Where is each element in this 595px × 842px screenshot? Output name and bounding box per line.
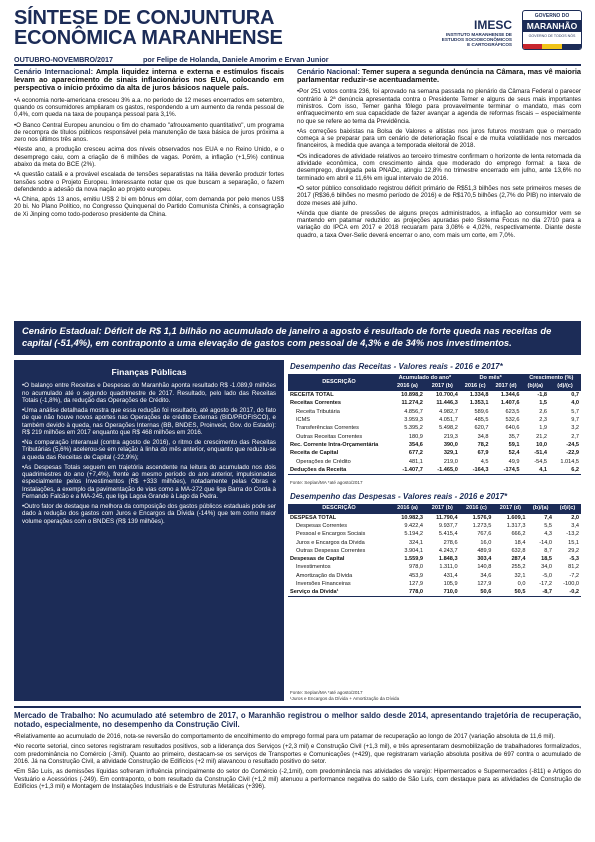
despesas-value-cell: 666,2: [511, 531, 526, 538]
receitas-desc-cell: Outras Receitas Correntes: [296, 433, 363, 440]
receitas-value-cell: 67,9: [477, 450, 489, 457]
receitas-value-cell: 1.344,6: [490, 391, 521, 400]
despesas-value-cell: 1.848,3: [438, 556, 458, 563]
despesas-value-cell: 710,0: [425, 588, 460, 597]
despesas-desc-cell: DESPESA TOTAL: [288, 513, 390, 522]
gov-top: GOVERNO DO: [534, 13, 570, 19]
receitas-value-cell: 5.498,2: [439, 425, 458, 432]
receitas-row: [288, 457, 581, 465]
mercado-p2: •No recorte setorial, cinco setores registraram resultados positivos, sob a liderança dos Serviços (+2,3 mil) e Construção Civil (+1,3 mil), e três apresentaram desmobilização de trabalhadores formalizados, com predominância no Comércio (-3mil). Quanto ao primeiro, destacam-se os serviços de Transportes e Comunicações (+429), que registraram variação absoluta positiva de 697 contra o acumulado de 2016. Já na Construção Civil, a atividade Construção de Edifícios (+2 mil) alavancou o resultado positivo do setor.: [14, 743, 581, 766]
receitas-row: [288, 399, 581, 407]
receitas-row: [288, 424, 581, 432]
header-rule: [14, 64, 581, 66]
receitas-value-cell: 4.051,7: [439, 417, 458, 424]
receitas-desc-cell: Receitas Correntes: [290, 400, 341, 407]
edition-line: [14, 55, 329, 64]
receitas-value-cell: 1.353,1: [469, 400, 489, 407]
receitas-value-cell: 1,5: [539, 400, 548, 407]
receitas-value-cell: 34,8: [477, 433, 489, 440]
despesas-value-cell: 1.576,9: [460, 513, 494, 522]
despesas-source: Fonte: Seplan/MA *até agosto/2017: [290, 690, 363, 695]
despesas-desc-cell: Serviço da Dívida¹: [288, 588, 390, 597]
governo-logo: [522, 10, 582, 50]
receitas-value-cell: 485,5: [474, 417, 489, 424]
receitas-value-cell: 4.982,7: [439, 408, 458, 415]
receitas-value-cell: 5,7: [571, 408, 579, 415]
receitas-head-desc: DESCRIÇÃO: [288, 374, 390, 391]
despesas-value-cell: 4.243,7: [438, 547, 458, 554]
receitas-value-cell: 9,7: [571, 417, 579, 424]
despesas-value-cell: 50,6: [460, 588, 494, 597]
receitas-head-cresc: Crescimento (%): [522, 374, 581, 382]
mercado-p3: •Em São Luís, as demissões líquidas sofreram influência principalmente do setor do Comércio (-2,1mil), com predominância nas atividades de varejo: Hipermercados e Supermercados (-811) e Artigos do Vestuário e Acessórios (-249). Em contraponto, o bom resultado da Construção Civil (+1,2 mil) atenuou a performance negativa do saldo de São Luís, com destaque para as atividades de Construção de Edifícios (+1,3 mil) e Montagem de Instalações Industriais e de Estruturas Metálicas (+396).: [14, 768, 581, 790]
despesas-value-cell: -14,0: [539, 539, 552, 546]
receitas-source: Fonte: Seplan/MA *até agosto/2017: [290, 480, 363, 485]
nacional-lead-text: Temer supera a segunda denúncia na Câmara, mas vê maioria parlamentar reduzir-se acentuadamente.: [297, 67, 581, 85]
title-block: [14, 8, 344, 48]
page-title-line1: SÍNTESE DE CONJUNTURA: [14, 7, 275, 29]
despesas-value-cell: 489,9: [477, 547, 492, 554]
receitas-row: [288, 466, 581, 475]
despesas-row: [288, 513, 581, 522]
despesas-sub-2: 2016 (c): [460, 504, 494, 512]
receitas-value-cell: -54,5: [534, 458, 548, 465]
receitas-value-cell: 589,6: [474, 408, 489, 415]
receitas-value-cell: 10.700,4: [425, 391, 460, 400]
receitas-row: [288, 391, 581, 400]
receitas-value-cell: 4,1: [522, 466, 550, 475]
receitas-sub-0: 2016 (a): [390, 382, 425, 391]
receitas-row: [288, 441, 581, 449]
period: OUTUBRO-NOVEMBRO/2017: [14, 55, 114, 64]
receitas-row: [288, 432, 581, 440]
imesc-logo: [414, 18, 512, 47]
nacional-p2: •As correções baixistas na Bolsa de Valores e altistas nos juros futuros mostram que o mercado começa a se preparar para um cenário de deterioração fiscal e de muita volatilidade nos mercados financeiros, à medida que avança a temporada eleitoral de 2018.: [297, 127, 581, 150]
despesas-title: Desempenho das Despesas - Valores reais - 2016 e 2017*: [290, 492, 508, 501]
despesas-value-cell: -13,2: [566, 531, 579, 538]
despesas-value-cell: 1.317,3: [506, 522, 526, 529]
despesas-value-cell: -5,0: [542, 572, 552, 579]
financas-box: [14, 360, 284, 701]
despesas-row: [288, 588, 581, 597]
receitas-value-cell: 3,2: [571, 425, 579, 432]
receitas-value-cell: -22,9: [566, 450, 579, 457]
despesas-value-cell: -8,7: [527, 588, 554, 597]
despesas-sub-5: (d)/(c): [554, 504, 581, 512]
despesas-value-cell: 255,2: [511, 564, 526, 571]
receitas-value-cell: 219,0: [443, 458, 458, 465]
receitas-value-cell: 219,3: [443, 433, 458, 440]
despesas-value-cell: 11.790,4: [425, 513, 460, 522]
receitas-desc-cell: RECEITA TOTAL: [288, 391, 390, 400]
receitas-value-cell: 620,7: [474, 425, 489, 432]
despesas-value-cell: 3,4: [571, 522, 579, 529]
despesas-value-cell: 4,3: [544, 531, 552, 538]
mercado-rule: [14, 706, 581, 708]
imesc-sub1: INSTITUTO MARANHENSE DE: [445, 32, 512, 37]
despesas-value-cell: 5.194,2: [404, 531, 423, 538]
despesas-value-cell: 32,1: [514, 572, 526, 579]
internacional-lead: [14, 68, 284, 93]
despesas-value-cell: 1.609,1: [493, 513, 527, 522]
despesas-value-cell: 303,4: [477, 556, 492, 563]
despesas-value-cell: 18,4: [514, 539, 526, 546]
receitas-value-cell: 4,5: [480, 458, 489, 465]
receitas-value-cell: 49,9: [508, 458, 520, 465]
receitas-value-cell: 390,0: [443, 441, 458, 448]
despesas-value-cell: -100,0: [563, 581, 579, 588]
receitas-value-cell: 35,7: [508, 433, 520, 440]
despesas-row: [288, 530, 581, 538]
despesas-desc-cell: Outras Despesas Correntes: [296, 547, 366, 554]
receitas-value-cell: -1,8: [522, 391, 550, 400]
despesas-row: [288, 547, 581, 555]
internacional-p4: •A questão catalã e a provável escalada de tensões separatistas na Itália deverão produzir fortes tensões sobre o Projeto Europeu. Interessante notar que os que buscam a separação, o fazem defendendo a adesão da nova nação ao projeto europeu.: [14, 171, 284, 193]
receitas-row: [288, 416, 581, 424]
internacional-p3: •Neste ano, a produção cresceu acima dos níveis observados nos EUA e no Reino Unido, e o desemprego caiu, com a criação de 6 milhões de vagas. Porém, a inflação (+1,5%) continua abaixo da meta do BCE (2%).: [14, 146, 284, 168]
financas-p4: •As Despesas Totais seguem em trajetória ascendente na leitura do acumulado nos dois quadrimestres do ano (+7,4%), frente ao mesmo período do ano anterior, impulsionadas especialmente pelos Investimentos (R$ +333 milhões), notadamente pelas Obras e Instalações, a exemplo da pavimentação de vias como a MA-272 que liga Barra do Corda à Fernando Falcão e a MA-245, que liga Lagoa Grande à Lago da Pedra.: [22, 463, 276, 500]
despesas-value-cell: 3.904,1: [404, 547, 423, 554]
despesas-value-cell: 632,8: [511, 547, 526, 554]
receitas-value-cell: 21,2: [536, 433, 548, 440]
receitas-value-cell: 52,4: [508, 450, 520, 457]
financas-p1: •O balanço entre Receitas e Despesas do Maranhão aponta resultado R$ -1.089,9 milhões no acumulado até o segundo quadrimestre de 2017. Resultado, pelo lado das Receitas Totais (-1,8%), da redução das Operações de Crédito.: [22, 382, 276, 404]
receitas-value-cell: -1.465,0: [425, 466, 460, 475]
imesc-sub3: E CARTOGRÁFICOS: [467, 42, 512, 47]
internacional-p1: •A economia norte-americana cresceu 3% a.a. no período de 12 meses encerrados em setembro, quando os consumidores ampliaram os gastos, respondendo a um aumento da renda pessoal de 0,4%, com queda na taxa de poupança pessoal para 3,1%.: [14, 96, 284, 119]
receitas-sub-4: (b)/(a): [522, 382, 550, 391]
despesas-value-cell: 1.311,0: [439, 564, 458, 571]
receitas-value-cell: -51,4: [534, 450, 548, 457]
mercado-lead: Mercado de Trabalho: No acumulado até setembro de 2017, o Maranhão registrou o melhor saldo desde 2014, apresentando trajetória de recuperação, notado, especialmente, no desempenho da Construção Civil.: [14, 711, 581, 729]
despesas-desc-cell: Investimentos: [296, 564, 331, 571]
despesas-value-cell: 127,9: [477, 581, 492, 588]
receitas-value-cell: 11.274,2: [401, 400, 423, 407]
nacional-p5: •Ainda que diante de pressões de alguns preços administrados, a inflação ao consumidor vem se mantendo em patamar reduzido: as projeções apuradas pelo Sistema Focus no dia 27/10 para a variação do IPCA em 2017 e 2018 recuaram para 3,08% e 4,02%, respectivamente. Diante deste quadro, a taxa Over-Selic deverá encerrar o ano, com mais um corte, em 7,0%.: [297, 209, 581, 239]
receitas-desc-cell: Transferências Correntes: [296, 425, 359, 432]
financas-p2: •Uma análise detalhada mostra que essa redução foi resultado, até agosto de 2017, do fato de que não houve novos aportes nas Operações de crédito Externas (BID/PROFISCO), e também devido à queda, nas Operações Internas (BB, BNDES, Proinvest, Gov. do Estado): R$ 219 milhões em 2017 enquanto que R$ 468 milhões em 2016.: [22, 407, 276, 436]
receitas-value-cell: 1.334,8: [460, 391, 491, 400]
receitas-table: [288, 374, 581, 475]
flag-strip: [523, 44, 581, 49]
despesas-value-cell: 431,4: [443, 572, 458, 579]
despesas-value-cell: 5.415,4: [438, 531, 458, 538]
despesas-value-cell: 978,0: [409, 564, 423, 571]
internacional-p5: •A China, após 13 anos, emitiu US$ 2 bi em bônus em dólar, com demanda por pelo menos US$ 20 bi. No Plano Político, no Congresso Quinquenal do Partido Comunista Chinês, a consagração de Xi Jinping como todo-poderoso presidente da China.: [14, 196, 284, 218]
strip-blue: [562, 44, 581, 49]
page-header: [0, 0, 595, 70]
receitas-desc-cell: ICMS: [296, 417, 310, 424]
despesas-value-cell: 34,6: [480, 572, 492, 579]
receitas-head-mes: Do mês*: [460, 374, 522, 382]
receitas-desc-cell: Operações de Crédito: [296, 458, 351, 465]
despesas-value-cell: -17,2: [539, 581, 552, 588]
despesas-value-cell: 105,9: [443, 581, 458, 588]
despesas-row: [288, 555, 581, 563]
receitas-value-cell: 4.856,7: [404, 408, 423, 415]
imesc-name: IMESC: [473, 18, 512, 32]
financas-title: Finanças Públicas: [111, 367, 187, 377]
gov-sub: GOVERNO DE TODOS NÓS: [528, 34, 576, 38]
despesas-desc-cell: Amortização da Dívida: [296, 572, 353, 579]
receitas-sub-2: 2016 (c): [460, 382, 491, 391]
despesas-value-cell: 0,0: [517, 581, 526, 588]
receitas-value-cell: 354,6: [408, 441, 423, 448]
receitas-value-cell: 0,7: [549, 391, 581, 400]
receitas-row: [288, 408, 581, 416]
despesas-sub-3: 2017 (d): [493, 504, 527, 512]
internacional-lead-text: Ampla liquidez interna e externa e estímulos fiscais levam ao aparecimento de sinais inflacionários nos EUA, colocando em perspectiva o início próximo da alta de juros básicos naquele país.: [14, 67, 284, 93]
despesas-note: ¹Juros e Encargos da Dívida + Amortização da Dívida: [290, 696, 400, 701]
mercado-p1: •Relativamente ao acumulado de 2016, nota-se reversão do comportamento de encolhimento do emprego formal para um patamar de recuperação ao longo de 2017 (variação absoluta de 11,6 mil).: [14, 733, 556, 741]
receitas-value-cell: 78,2: [477, 441, 489, 448]
despesas-value-cell: 15,1: [568, 539, 579, 546]
despesas-value-cell: 81,2: [568, 564, 579, 571]
receitas-value-cell: 2,7: [571, 433, 579, 440]
nacional-p3: •Os indicadores de atividade relativos ao terceiro trimestre confirmam o horizonte de lenta retomada da atividade econômica, com crescimento ainda que moderado do emprego formal: a taxa de desemprego, divulgada pela PNADc, atingiu 12,8% no trimestre encerrado em julho, ante 13,6% no terminado em abril e 11,6% em igual intervalo de 2016.: [297, 152, 581, 182]
receitas-value-cell: -174,5: [490, 466, 521, 475]
receitas-sub-3: 2017 (d): [490, 382, 521, 391]
receitas-value-cell: 329,1: [443, 450, 458, 457]
receitas-value-cell: 10.898,2: [390, 391, 425, 400]
financas-p5: •Outro fator de destaque na melhora da composição dos gastos públicos estaduais pode ser dado à redução dos gastos com Juros e Encargos da Dívida (-14%) que tem como maior volume operações com o BNDES (R$ 139 milhões).: [22, 503, 276, 525]
despesas-value-cell: 324,1: [409, 539, 423, 546]
page-title-line2: ECONÔMICA MARANHENSE: [14, 27, 283, 49]
strip-red: [523, 44, 542, 49]
receitas-value-cell: 481,1: [408, 458, 423, 465]
receitas-value-cell: 59,1: [508, 441, 520, 448]
despesas-value-cell: 778,0: [390, 588, 425, 597]
receitas-desc-cell: Rec. Corrente Intra-Orçamentária: [290, 441, 379, 448]
despesas-value-cell: 1.273,5: [472, 522, 492, 529]
receitas-value-cell: 532,6: [505, 417, 520, 424]
receitas-value-cell: -164,3: [460, 466, 491, 475]
despesas-value-cell: 10.982,3: [390, 513, 425, 522]
receitas-value-cell: 1,9: [539, 425, 548, 432]
despesas-value-cell: 50,5: [493, 588, 527, 597]
despesas-value-cell: 2,0: [554, 513, 581, 522]
despesas-value-cell: 7,4: [527, 513, 554, 522]
receitas-value-cell: 677,2: [408, 450, 423, 457]
receitas-value-cell: 1.407,6: [500, 400, 520, 407]
receitas-sub-1: 2017 (b): [425, 382, 460, 391]
despesas-sub-4: (b)/(a): [527, 504, 554, 512]
despesas-sub-0: 2016 (a): [390, 504, 425, 512]
receitas-row: [288, 449, 581, 457]
internacional-key: Cenário Internacional:: [14, 67, 94, 76]
despesas-value-cell: -7,2: [569, 572, 579, 579]
despesas-desc-cell: Juros e Encargos da Dívida: [296, 539, 365, 546]
receitas-desc-cell: Deduções da Receita: [288, 466, 390, 475]
gov-main: MARANHÃO: [523, 20, 581, 32]
receitas-sub-5: (d)/(c): [549, 382, 581, 391]
despesas-row: [288, 572, 581, 580]
despesas-row: [288, 538, 581, 546]
receitas-value-cell: 2,6: [539, 408, 548, 415]
despesas-row: [288, 580, 581, 588]
despesas-value-cell: 29,2: [568, 547, 579, 554]
despesas-row: [288, 563, 581, 571]
despesas-value-cell: 140,8: [477, 564, 492, 571]
despesas-value-cell: -5,3: [569, 556, 579, 563]
receitas-value-cell: 5.395,2: [404, 425, 423, 432]
despesas-desc-cell: Despesas de Capital: [290, 556, 345, 563]
despesas-value-cell: 5,5: [544, 522, 552, 529]
receitas-value-cell: 180,9: [408, 433, 423, 440]
despesas-desc-cell: Despesas Correntes: [296, 522, 347, 529]
despesas-value-cell: 127,9: [409, 581, 423, 588]
receitas-title: Desempenho das Receitas - Valores reais - 2016 e 2017*: [290, 362, 503, 371]
despesas-value-cell: 767,6: [477, 531, 492, 538]
strip-yellow: [542, 44, 561, 49]
nacional-p1: •Por 251 votos contra 236, foi aprovado na semana passada no plenário da Câmara Federal o parecer contrário à 2ª denúncia apresentada contra o Presidente Temer e alguns de seus mais importantes ministros. Com isso, Temer ganha fôlego para provavelmente terminar o mandato, mas com enfraquecimento em sua capacidade de fazer avançar a agenda de reformas fiscais – especialmente no que se refere ao tema da Previdência.: [297, 88, 581, 125]
receitas-value-cell: 1.014,5: [560, 458, 579, 465]
despesas-head-desc: DESCRIÇÃO: [288, 504, 390, 513]
receitas-value-cell: 10,0: [536, 441, 548, 448]
receitas-head-acum: Acumulado do ano*: [390, 374, 460, 382]
despesas-value-cell: 453,9: [409, 572, 423, 579]
financas-p3: •Na comparação interanual (contra agosto de 2016), o ritmo de crescimento das Receitas Tributárias (5,6%) acelerou-se em relação à linha do mês anterior, enquanto que reduziu-se a queda das Receitas de Capital (-22,9%);: [22, 439, 276, 461]
despesas-value-cell: 278,6: [443, 539, 458, 546]
receitas-value-cell: 2,3: [539, 417, 548, 424]
despesas-value-cell: 18,5: [541, 556, 552, 563]
receitas-value-cell: 6,2: [549, 466, 581, 475]
despesas-value-cell: 34,0: [541, 564, 552, 571]
receitas-value-cell: 3.959,3: [404, 417, 423, 424]
receitas-value-cell: 11.446,3: [436, 400, 458, 407]
section-internacional: [14, 68, 284, 221]
imesc-sub2: ESTUDOS SOCIOECONÔMICOS: [441, 37, 512, 42]
despesas-value-cell: 9.422,4: [404, 522, 423, 529]
nacional-lead: [297, 68, 581, 84]
despesas-value-cell: 1.559,9: [404, 556, 423, 563]
despesas-row: [288, 522, 581, 530]
despesas-desc-cell: Pessoal e Encargos Sociais: [296, 531, 366, 538]
receitas-value-cell: 640,6: [505, 425, 520, 432]
receitas-value-cell: -24,5: [566, 441, 579, 448]
nacional-key: Cenário Nacional:: [297, 67, 360, 76]
authors: por Felipe de Holanda, Daniele Amorim e Ervan Junior: [143, 55, 329, 64]
receitas-value-cell: 623,5: [505, 408, 520, 415]
estadual-banner: Cenário Estadual: Déficit de R$ 1,1 bilhão no acumulado de janeiro a agosto é resultado de forte queda nas receitas de capital (-51,4%), em contraponto a uma elevação de gastos com pessoal de 4,3% e de 34% nos investimentos.: [14, 321, 581, 355]
despesas-sub-1: 2017 (b): [425, 504, 460, 512]
despesas-desc-cell: Inversões Financeiras: [296, 581, 351, 588]
despesas-value-cell: 287,4: [511, 556, 526, 563]
despesas-value-cell: 9.937,7: [438, 522, 458, 529]
receitas-desc-cell: Receita de Capital: [290, 450, 339, 457]
receitas-value-cell: 4,0: [571, 400, 579, 407]
internacional-p2: •O Banco Central Europeu anunciou o fim do chamado "afrouxamento quantitativo", um programa de recompra de títulos públicos responsável pela manutenção de taxa básica de juros próxima a zero nos últimos três anos.: [14, 121, 284, 144]
despesas-value-cell: -0,2: [554, 588, 581, 597]
nacional-p4: •O setor público consolidado registrou déficit primário de R$51,3 bilhões nos sete primeiros meses de 2017 (R$36,6 bilhões no mesmo período de 2016) e de R$170,5 bilhões (2,7% do PIB) no intervalo de doze meses até julho.: [297, 184, 581, 207]
despesas-value-cell: 16,0: [480, 539, 492, 546]
section-mercado: [14, 712, 581, 793]
despesas-table: [288, 504, 581, 597]
receitas-desc-cell: Receita Tributária: [296, 408, 340, 415]
despesas-value-cell: 8,7: [544, 547, 552, 554]
section-nacional: [297, 68, 581, 242]
receitas-value-cell: -1.407,7: [390, 466, 425, 475]
